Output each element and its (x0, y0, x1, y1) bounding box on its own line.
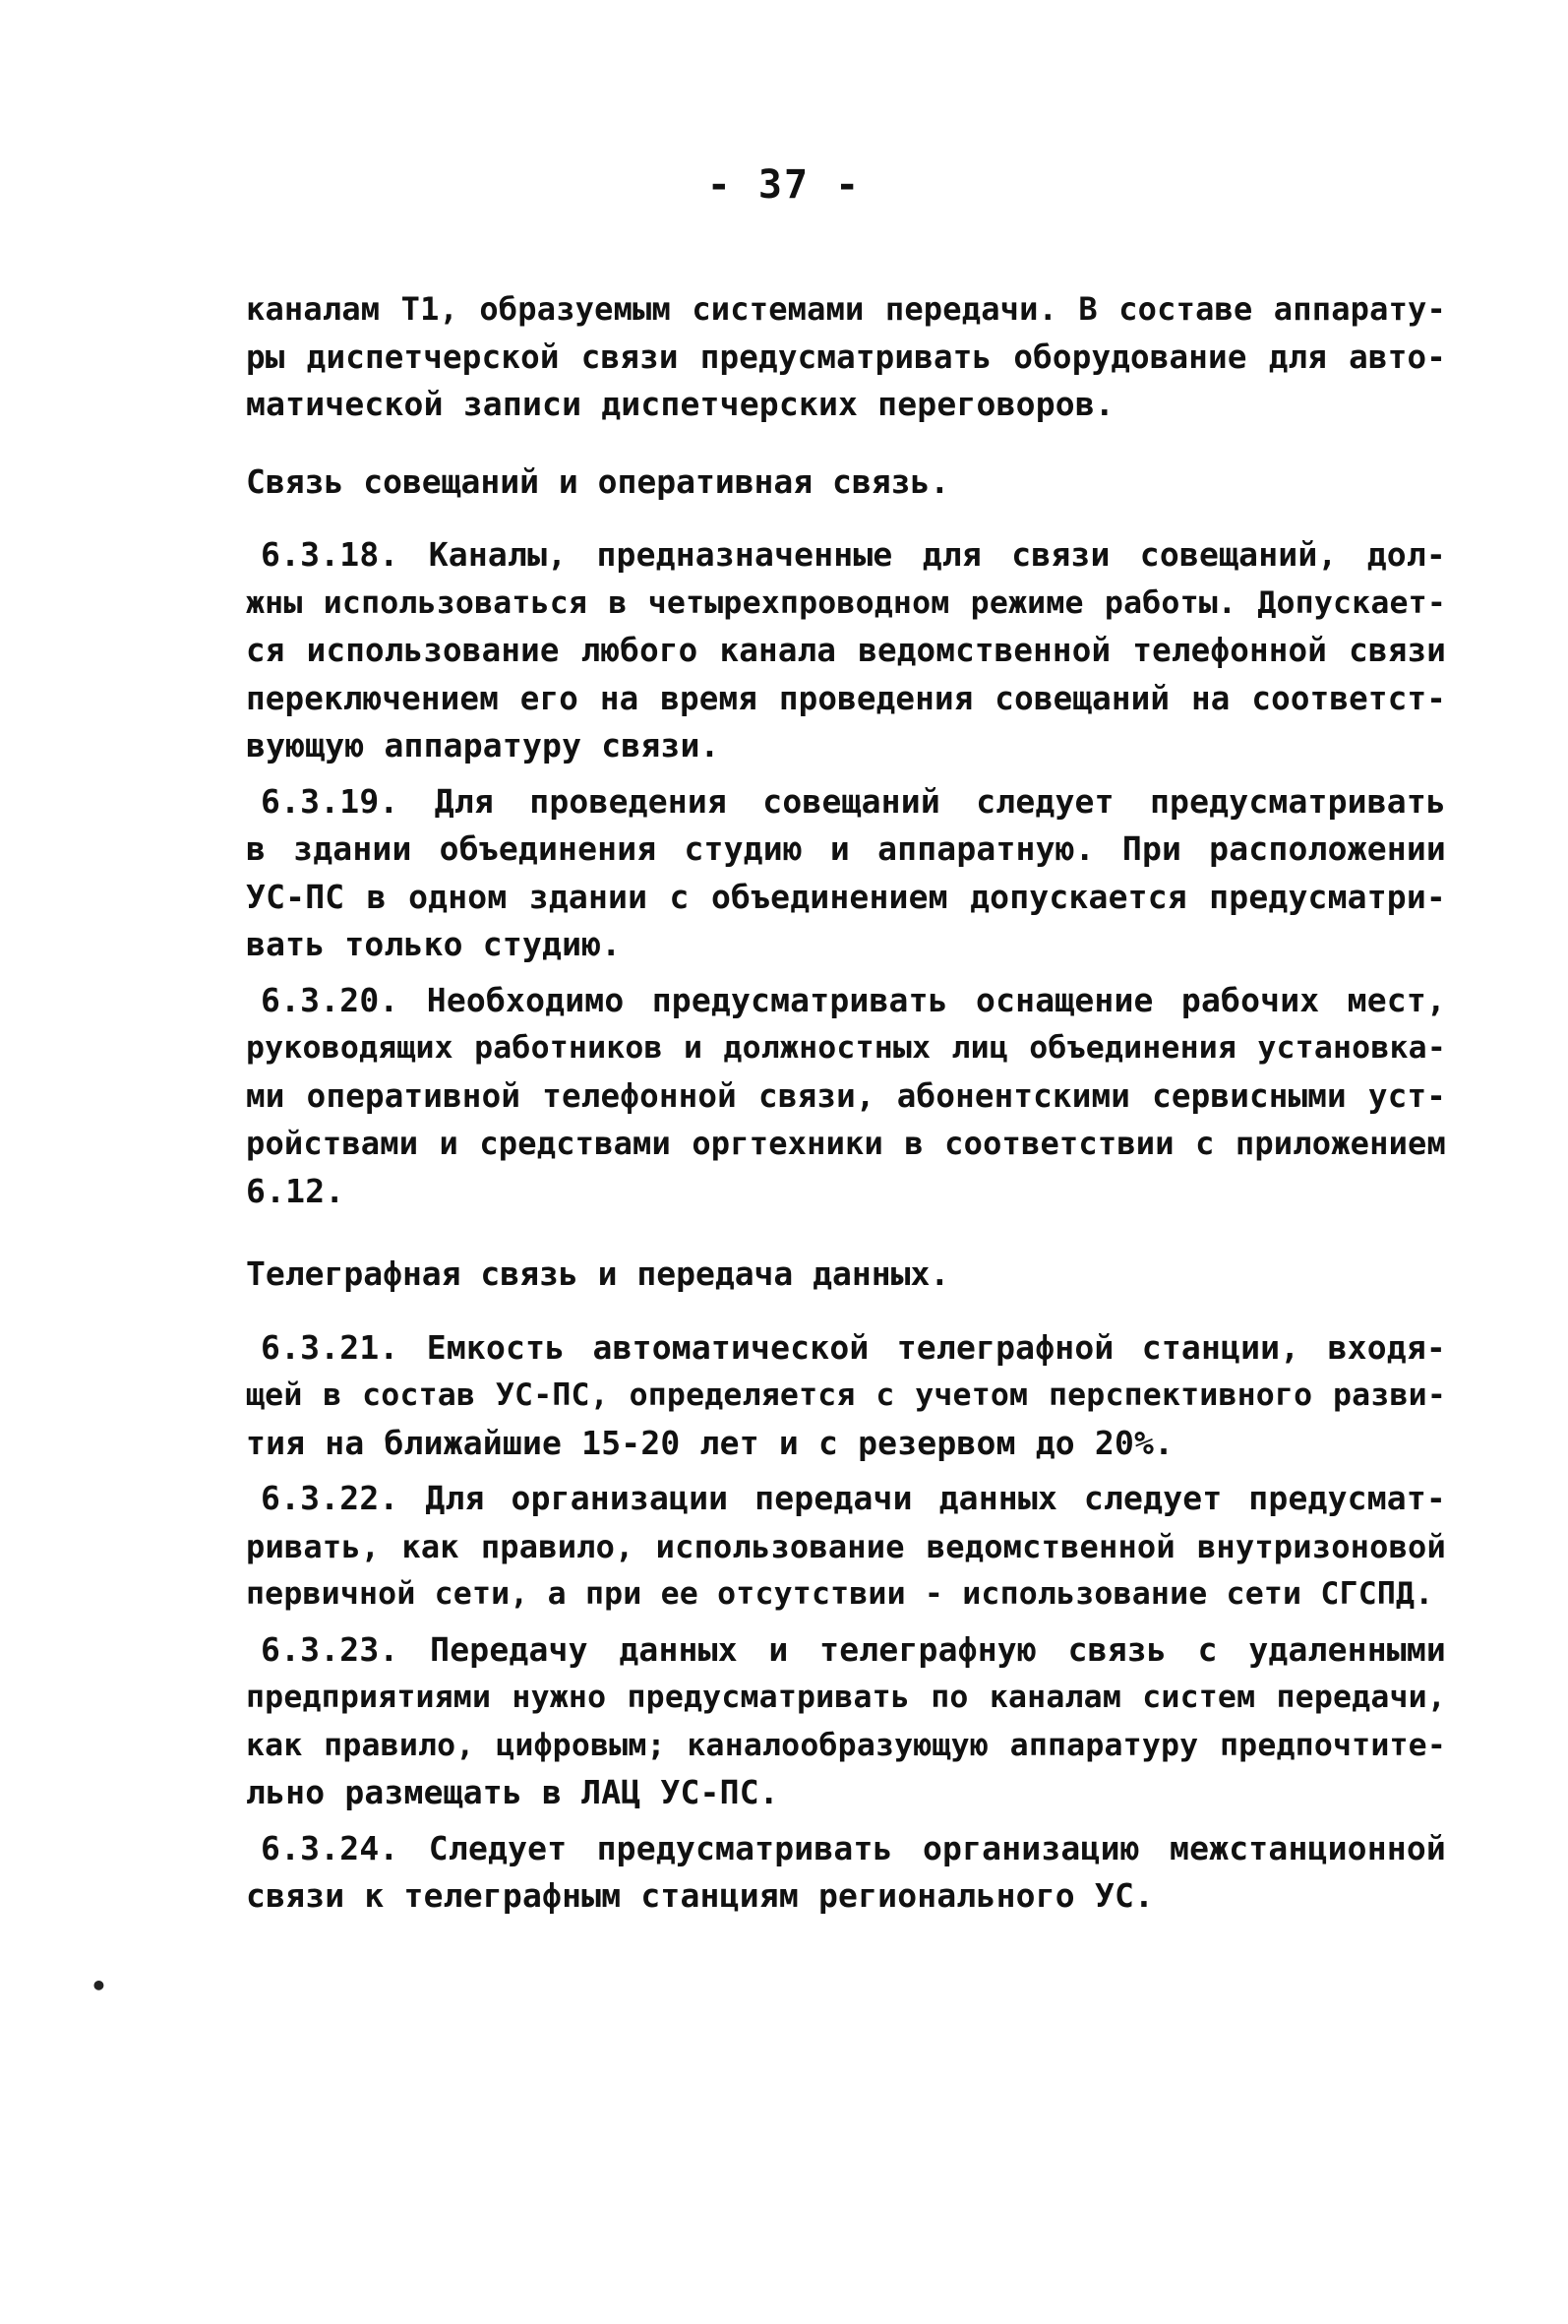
text-line: вать только студию. (246, 925, 622, 963)
text-line: ривать, как правило, использование ведомственной внутризоновой (246, 1527, 1446, 1565)
text-line: в здании объединения студию и аппаратную. При расположении (246, 829, 1446, 868)
clause-6-3-23 (246, 1626, 1446, 1817)
section-heading-conference: Связь совещаний и оперативная связь. (246, 461, 950, 501)
text-line: ройствами и средствами оргтехники в соответствии с приложением (246, 1125, 1446, 1162)
text-line: матической записи диспетчерских переговоров. (246, 385, 1115, 423)
text-line: вующую аппаратуру связи. (246, 726, 720, 764)
text-line: первичной сети, а при ее отсутствии - использование сети СГСПД. (246, 1576, 1434, 1612)
clause-6-3-22 (246, 1475, 1446, 1619)
text-line: переключением его на время проведения совещаний на соответст- (246, 679, 1446, 717)
text-line: 6.3.20. Необходимо предусматривать оснащение рабочих мест, (261, 980, 1446, 1019)
text-line: тия на ближайшие 15-20 лет и с резервом до 20%. (246, 1423, 1175, 1462)
text-line: ся использование любого канала ведомственной телефонной связи (246, 632, 1446, 669)
clause-6-3-21 (246, 1324, 1446, 1468)
section-heading-telegraph: Телеграфная связь и передача данных. (246, 1254, 950, 1293)
text-line: руководящих работников и должностных лиц объединения установка- (246, 1030, 1446, 1066)
clause-6-3-19 (246, 778, 1446, 969)
clause-6-3-18 (246, 531, 1446, 770)
text-line: щей в состав УС-ПС, определяется с учетом перспективного разви- (246, 1377, 1446, 1413)
text-line: как правило, цифровым; каналообразующую аппаратуру предпочтите- (246, 1727, 1446, 1763)
text-line: 6.3.23. Передачу данных и телеграфную связь с удаленными (261, 1629, 1446, 1669)
text-line: 6.3.22. Для организации передачи данных следует предусмат- (261, 1479, 1446, 1517)
text-line: УС-ПС в одном здании с объединением допускается предусматри- (246, 877, 1446, 916)
text-line: 6.3.24. Следует предусматривать организацию межстанционной (261, 1828, 1446, 1867)
text-line: каналам Т1, образуемым системами передачи. В составе аппарату- (246, 290, 1446, 328)
text-line: 6.3.21. Емкость автоматической телеграфной станции, входя- (261, 1327, 1446, 1367)
clause-6-3-20 (246, 977, 1446, 1216)
text-line: ми оперативной телефонной связи, абонентскими сервисными уст- (246, 1076, 1446, 1115)
page-number: - 37 - (706, 162, 862, 208)
text-line: ры диспетчерской связи предусматривать оборудование для авто- (246, 337, 1446, 376)
text-line: связи к телеграфным станциям регионального УС. (246, 1876, 1155, 1915)
document-body (246, 285, 1446, 1921)
clause-6-3-24 (246, 1825, 1446, 1921)
margin-dot-mark: • (90, 1970, 107, 2002)
text-line: льно размещать в ЛАЦ УС-ПС. (246, 1773, 779, 1811)
text-line: жны использоваться в четырехпроводном режиме работы. Допускает- (246, 584, 1446, 621)
text-line: 6.12. (246, 1171, 345, 1210)
text-line: 6.3.18. Каналы, предназначенные для связи совещаний, дол- (261, 535, 1446, 574)
paragraph-continuation (246, 285, 1446, 429)
text-line: 6.3.19. Для проведения совещаний следует предусматривать (261, 781, 1446, 821)
text-line: предприятиями нужно предусматривать по каналам систем передачи, (246, 1680, 1446, 1715)
